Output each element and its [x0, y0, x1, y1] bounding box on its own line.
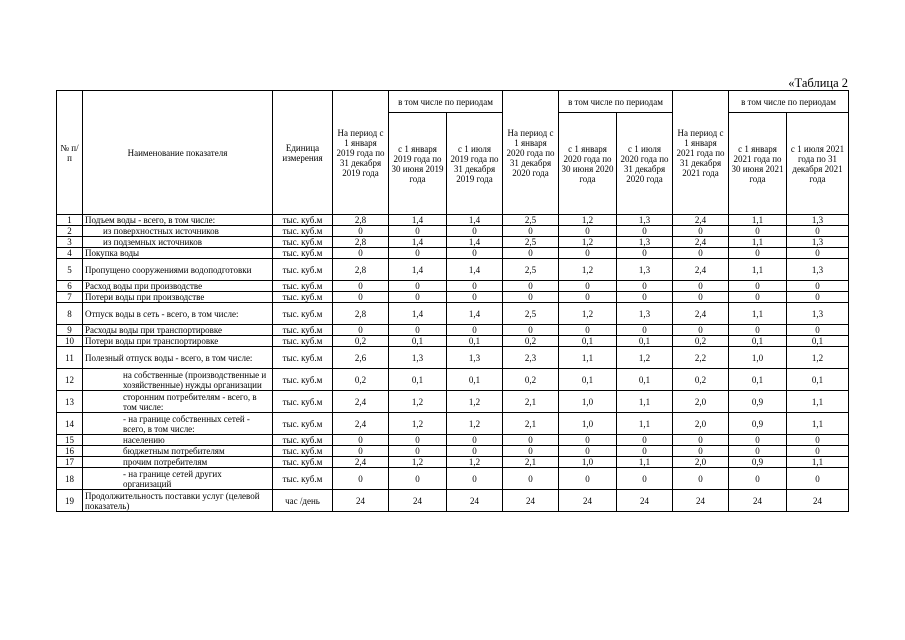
row-value: 0: [673, 226, 729, 237]
row-value: 0: [389, 292, 447, 303]
row-value: 1,2: [787, 347, 849, 369]
table-body: [57, 215, 849, 512]
row-value: 0: [729, 446, 787, 457]
row-value: 1,0: [559, 413, 617, 435]
row-unit: тыс. куб.м: [273, 292, 333, 303]
row-unit: тыс. куб.м: [273, 347, 333, 369]
row-value: 0: [617, 226, 673, 237]
row-value: 24: [503, 490, 559, 512]
row-value: 0: [447, 468, 503, 490]
row-value: 1,4: [389, 259, 447, 281]
row-unit: тыс. куб.м: [273, 468, 333, 490]
row-value: 1,2: [559, 215, 617, 226]
table-row: [57, 292, 849, 303]
row-value: 0: [729, 226, 787, 237]
row-value: 2,8: [333, 259, 389, 281]
row-value: 0: [389, 446, 447, 457]
row-number: 6: [57, 281, 83, 292]
row-value: 24: [729, 490, 787, 512]
row-value: 0: [729, 435, 787, 446]
row-value: 1,2: [389, 391, 447, 413]
row-value: 1,1: [787, 413, 849, 435]
row-value: 1,2: [447, 413, 503, 435]
row-name: Потери воды при транспортировке: [83, 336, 273, 347]
header-2021-h2: с 1 июля 2021 года по 31 декабря 2021 года: [787, 113, 849, 215]
header-2021-h1: с 1 января 2021 года по 30 июня 2021 года: [729, 113, 787, 215]
table-row: [57, 259, 849, 281]
row-value: 24: [787, 490, 849, 512]
table-caption: «Таблица 2: [788, 76, 848, 90]
row-value: 1,3: [447, 347, 503, 369]
row-value: 0: [787, 468, 849, 490]
row-value: 0: [673, 248, 729, 259]
row-value: 2,1: [503, 413, 559, 435]
row-unit: тыс. куб.м: [273, 248, 333, 259]
row-value: 0: [559, 292, 617, 303]
row-value: 0,1: [559, 336, 617, 347]
row-value: 0: [389, 468, 447, 490]
row-value: 0: [729, 248, 787, 259]
row-value: 0,1: [389, 336, 447, 347]
row-unit: тыс. куб.м: [273, 215, 333, 226]
row-name: Продолжительность поставки услуг (целевой показатель): [83, 490, 273, 512]
row-value: 1,2: [447, 391, 503, 413]
row-name: Пропущено сооружениями водоподготовки: [83, 259, 273, 281]
row-value: 2,0: [673, 413, 729, 435]
row-value: 0: [333, 468, 389, 490]
row-value: 0: [787, 292, 849, 303]
row-value: 2,5: [503, 237, 559, 248]
row-unit: тыс. куб.м: [273, 281, 333, 292]
row-unit: тыс. куб.м: [273, 237, 333, 248]
row-value: 2,0: [673, 457, 729, 468]
table-row: [57, 237, 849, 248]
row-number: 12: [57, 369, 83, 391]
row-value: 0: [787, 226, 849, 237]
row-value: 1,0: [729, 347, 787, 369]
row-number: 16: [57, 446, 83, 457]
row-name: из поверхностных источников: [83, 226, 273, 237]
row-value: 1,0: [559, 391, 617, 413]
row-value: 2,8: [333, 303, 389, 325]
table-row: [57, 325, 849, 336]
table-row: [57, 281, 849, 292]
row-value: 2,5: [503, 215, 559, 226]
row-name: Отпуск воды в сеть - всего, в том числе:: [83, 303, 273, 325]
row-value: 24: [389, 490, 447, 512]
row-value: 0: [389, 435, 447, 446]
row-value: 1,3: [617, 303, 673, 325]
row-value: 0: [503, 446, 559, 457]
row-value: 1,2: [559, 303, 617, 325]
row-number: 18: [57, 468, 83, 490]
row-number: 5: [57, 259, 83, 281]
row-unit: тыс. куб.м: [273, 369, 333, 391]
row-value: 0: [333, 435, 389, 446]
table-row: [57, 490, 849, 512]
row-value: 0: [503, 292, 559, 303]
header-name: Наименование показателя: [83, 91, 273, 215]
row-value: 0: [559, 281, 617, 292]
row-value: 2,1: [503, 457, 559, 468]
row-value: 1,3: [787, 259, 849, 281]
header-2020-h2: с 1 июля 2020 года по 31 декабря 2020 года: [617, 113, 673, 215]
row-value: 0: [503, 281, 559, 292]
row-value: 1,3: [787, 303, 849, 325]
row-value: 0: [503, 226, 559, 237]
table-row: [57, 226, 849, 237]
row-value: 0: [617, 281, 673, 292]
row-value: 1,1: [729, 303, 787, 325]
row-value: 1,1: [617, 413, 673, 435]
row-number: 17: [57, 457, 83, 468]
row-value: 2,8: [333, 215, 389, 226]
row-number: 11: [57, 347, 83, 369]
table-row: [57, 457, 849, 468]
row-value: 0,1: [559, 369, 617, 391]
row-value: 0: [389, 325, 447, 336]
row-value: 0: [447, 281, 503, 292]
row-value: 1,3: [617, 259, 673, 281]
row-value: 0: [333, 226, 389, 237]
row-value: 0: [559, 226, 617, 237]
row-number: 19: [57, 490, 83, 512]
row-name: - на границе сетей других организаций: [83, 468, 273, 490]
row-name: сторонним потребителям - всего, в том числе:: [83, 391, 273, 413]
row-value: 2,4: [333, 391, 389, 413]
row-value: 0: [333, 446, 389, 457]
row-value: 0,1: [787, 336, 849, 347]
row-name: Расход воды при производстве: [83, 281, 273, 292]
table-row: [57, 215, 849, 226]
row-unit: тыс. куб.м: [273, 336, 333, 347]
row-value: 2,4: [673, 215, 729, 226]
row-value: 0: [787, 248, 849, 259]
row-value: 0: [729, 281, 787, 292]
row-value: 1,1: [729, 259, 787, 281]
row-value: 1,2: [559, 259, 617, 281]
row-value: 2,4: [333, 413, 389, 435]
row-value: 1,1: [559, 347, 617, 369]
header-2019-h2: с 1 июля 2019 года по 31 декабря 2019 года: [447, 113, 503, 215]
row-value: 0: [617, 435, 673, 446]
row-name: населению: [83, 435, 273, 446]
row-number: 3: [57, 237, 83, 248]
row-value: 2,2: [673, 347, 729, 369]
row-value: 0: [559, 325, 617, 336]
row-number: 9: [57, 325, 83, 336]
row-value: 2,4: [673, 303, 729, 325]
table-row: [57, 435, 849, 446]
row-value: 0: [389, 226, 447, 237]
row-value: 0: [503, 435, 559, 446]
row-value: 24: [447, 490, 503, 512]
row-value: 0: [447, 435, 503, 446]
row-value: 0,9: [729, 413, 787, 435]
row-value: 1,1: [729, 237, 787, 248]
row-unit: тыс. куб.м: [273, 226, 333, 237]
row-value: 0: [447, 226, 503, 237]
row-value: 0,1: [729, 336, 787, 347]
row-value: 0,1: [389, 369, 447, 391]
row-value: 1,4: [389, 237, 447, 248]
row-name: Потери воды при производстве: [83, 292, 273, 303]
row-value: 0: [559, 248, 617, 259]
row-value: 0: [447, 292, 503, 303]
row-value: 0: [729, 468, 787, 490]
row-number: 7: [57, 292, 83, 303]
row-value: 0: [447, 248, 503, 259]
row-value: 0: [333, 325, 389, 336]
row-value: 1,1: [787, 391, 849, 413]
row-name: на собственные (производственные и хозяйственные) нужды организации: [83, 369, 273, 391]
row-number: 4: [57, 248, 83, 259]
row-unit: тыс. куб.м: [273, 325, 333, 336]
row-value: 2,1: [503, 391, 559, 413]
row-value: 1,3: [389, 347, 447, 369]
row-value: 0: [673, 325, 729, 336]
row-value: 0,2: [333, 336, 389, 347]
row-value: 1,4: [389, 215, 447, 226]
header-num: № п/п: [57, 91, 83, 215]
row-name: Расходы воды при транспортировке: [83, 325, 273, 336]
header-2019-group: в том числе по периодам: [389, 91, 503, 113]
row-value: 1,2: [389, 457, 447, 468]
row-value: 0: [787, 446, 849, 457]
row-name: из подземных источников: [83, 237, 273, 248]
row-value: 1,3: [617, 215, 673, 226]
row-value: 0: [673, 468, 729, 490]
row-number: 13: [57, 391, 83, 413]
row-unit: час /день: [273, 490, 333, 512]
row-value: 1,3: [787, 215, 849, 226]
row-name: прочим потребителям: [83, 457, 273, 468]
row-value: 0,1: [447, 369, 503, 391]
row-value: 2,4: [673, 259, 729, 281]
header-2021-total: На период с 1 января 2021 года по 31 декабря 2021 года: [673, 91, 729, 215]
row-value: 0,1: [617, 369, 673, 391]
row-value: 0: [559, 446, 617, 457]
row-value: 0,1: [447, 336, 503, 347]
row-value: 24: [617, 490, 673, 512]
row-value: 0: [617, 468, 673, 490]
indicators-table: [56, 90, 849, 512]
row-value: 0: [673, 292, 729, 303]
header-2020-group: в том числе по периодам: [559, 91, 673, 113]
row-value: 1,2: [447, 457, 503, 468]
row-value: 1,2: [389, 413, 447, 435]
row-value: 0,2: [333, 369, 389, 391]
row-value: 1,0: [559, 457, 617, 468]
row-value: 0,1: [729, 369, 787, 391]
row-value: 0: [559, 435, 617, 446]
table-row: [57, 369, 849, 391]
row-value: 0: [559, 468, 617, 490]
row-value: 1,3: [787, 237, 849, 248]
table-row: [57, 248, 849, 259]
row-unit: тыс. куб.м: [273, 446, 333, 457]
row-number: 8: [57, 303, 83, 325]
row-value: 0: [617, 248, 673, 259]
table-row: [57, 391, 849, 413]
row-value: 0: [729, 292, 787, 303]
row-value: 2,4: [673, 237, 729, 248]
row-value: 1,1: [617, 457, 673, 468]
row-value: 0: [787, 435, 849, 446]
row-value: 24: [333, 490, 389, 512]
row-number: 2: [57, 226, 83, 237]
header-2019-h1: с 1 января 2019 года по 30 июня 2019 года: [389, 113, 447, 215]
row-value: 0: [617, 292, 673, 303]
row-value: 2,3: [503, 347, 559, 369]
row-unit: тыс. куб.м: [273, 259, 333, 281]
header-2020-h1: с 1 января 2020 года по 30 июня 2020 года: [559, 113, 617, 215]
row-name: - на границе собственных сетей - всего, в том числе:: [83, 413, 273, 435]
header-2020-total: На период с 1 января 2020 года по 31 декабря 2020 года: [503, 91, 559, 215]
row-value: 0: [503, 325, 559, 336]
row-value: 0: [673, 281, 729, 292]
row-value: 2,5: [503, 259, 559, 281]
row-name: Полезный отпуск воды - всего, в том числе:: [83, 347, 273, 369]
row-unit: тыс. куб.м: [273, 435, 333, 446]
row-number: 1: [57, 215, 83, 226]
row-name: бюджетным потребителям: [83, 446, 273, 457]
row-value: 2,8: [333, 237, 389, 248]
table-row: [57, 413, 849, 435]
row-value: 0: [389, 248, 447, 259]
row-value: 0: [503, 468, 559, 490]
row-unit: тыс. куб.м: [273, 457, 333, 468]
row-value: 2,5: [503, 303, 559, 325]
row-value: 0: [673, 446, 729, 457]
row-number: 14: [57, 413, 83, 435]
row-value: 2,6: [333, 347, 389, 369]
row-value: 0,2: [673, 336, 729, 347]
row-value: 1,4: [447, 237, 503, 248]
table-row: [57, 347, 849, 369]
row-value: 0,2: [673, 369, 729, 391]
row-value: 24: [559, 490, 617, 512]
table-row: [57, 446, 849, 457]
row-value: 0: [617, 446, 673, 457]
header-2021-group: в том числе по периодам: [729, 91, 849, 113]
row-value: 1,4: [389, 303, 447, 325]
row-value: 1,2: [617, 347, 673, 369]
row-value: 2,0: [673, 391, 729, 413]
row-value: 0: [447, 325, 503, 336]
row-unit: тыс. куб.м: [273, 303, 333, 325]
row-value: 0: [389, 281, 447, 292]
row-unit: тыс. куб.м: [273, 413, 333, 435]
row-value: 0: [503, 248, 559, 259]
row-value: 0: [617, 325, 673, 336]
row-value: 1,4: [447, 215, 503, 226]
row-value: 0,9: [729, 457, 787, 468]
row-value: 1,3: [617, 237, 673, 248]
row-value: 24: [673, 490, 729, 512]
table-row: [57, 303, 849, 325]
row-value: 1,4: [447, 303, 503, 325]
row-value: 1,2: [559, 237, 617, 248]
row-value: 0,2: [503, 336, 559, 347]
row-value: 0,1: [617, 336, 673, 347]
row-unit: тыс. куб.м: [273, 391, 333, 413]
header-2019-total: На период с 1 января 2019 года по 31 декабря 2019 года: [333, 91, 389, 215]
row-value: 1,4: [447, 259, 503, 281]
row-value: 0: [447, 446, 503, 457]
row-value: 0,2: [503, 369, 559, 391]
row-value: 0,9: [729, 391, 787, 413]
row-name: Подъем воды - всего, в том числе:: [83, 215, 273, 226]
row-value: 0: [333, 281, 389, 292]
row-number: 10: [57, 336, 83, 347]
row-value: 0: [333, 292, 389, 303]
row-value: 0: [729, 325, 787, 336]
table-row: [57, 336, 849, 347]
row-value: 0,1: [787, 369, 849, 391]
row-name: Покупка воды: [83, 248, 273, 259]
row-number: 15: [57, 435, 83, 446]
header-unit: Единица измерения: [273, 91, 333, 215]
row-value: 1,1: [617, 391, 673, 413]
table-row: [57, 468, 849, 490]
row-value: 0: [787, 325, 849, 336]
row-value: 1,1: [729, 215, 787, 226]
row-value: 1,1: [787, 457, 849, 468]
row-value: 0: [333, 248, 389, 259]
row-value: 2,4: [333, 457, 389, 468]
row-value: 0: [673, 435, 729, 446]
row-value: 0: [787, 281, 849, 292]
